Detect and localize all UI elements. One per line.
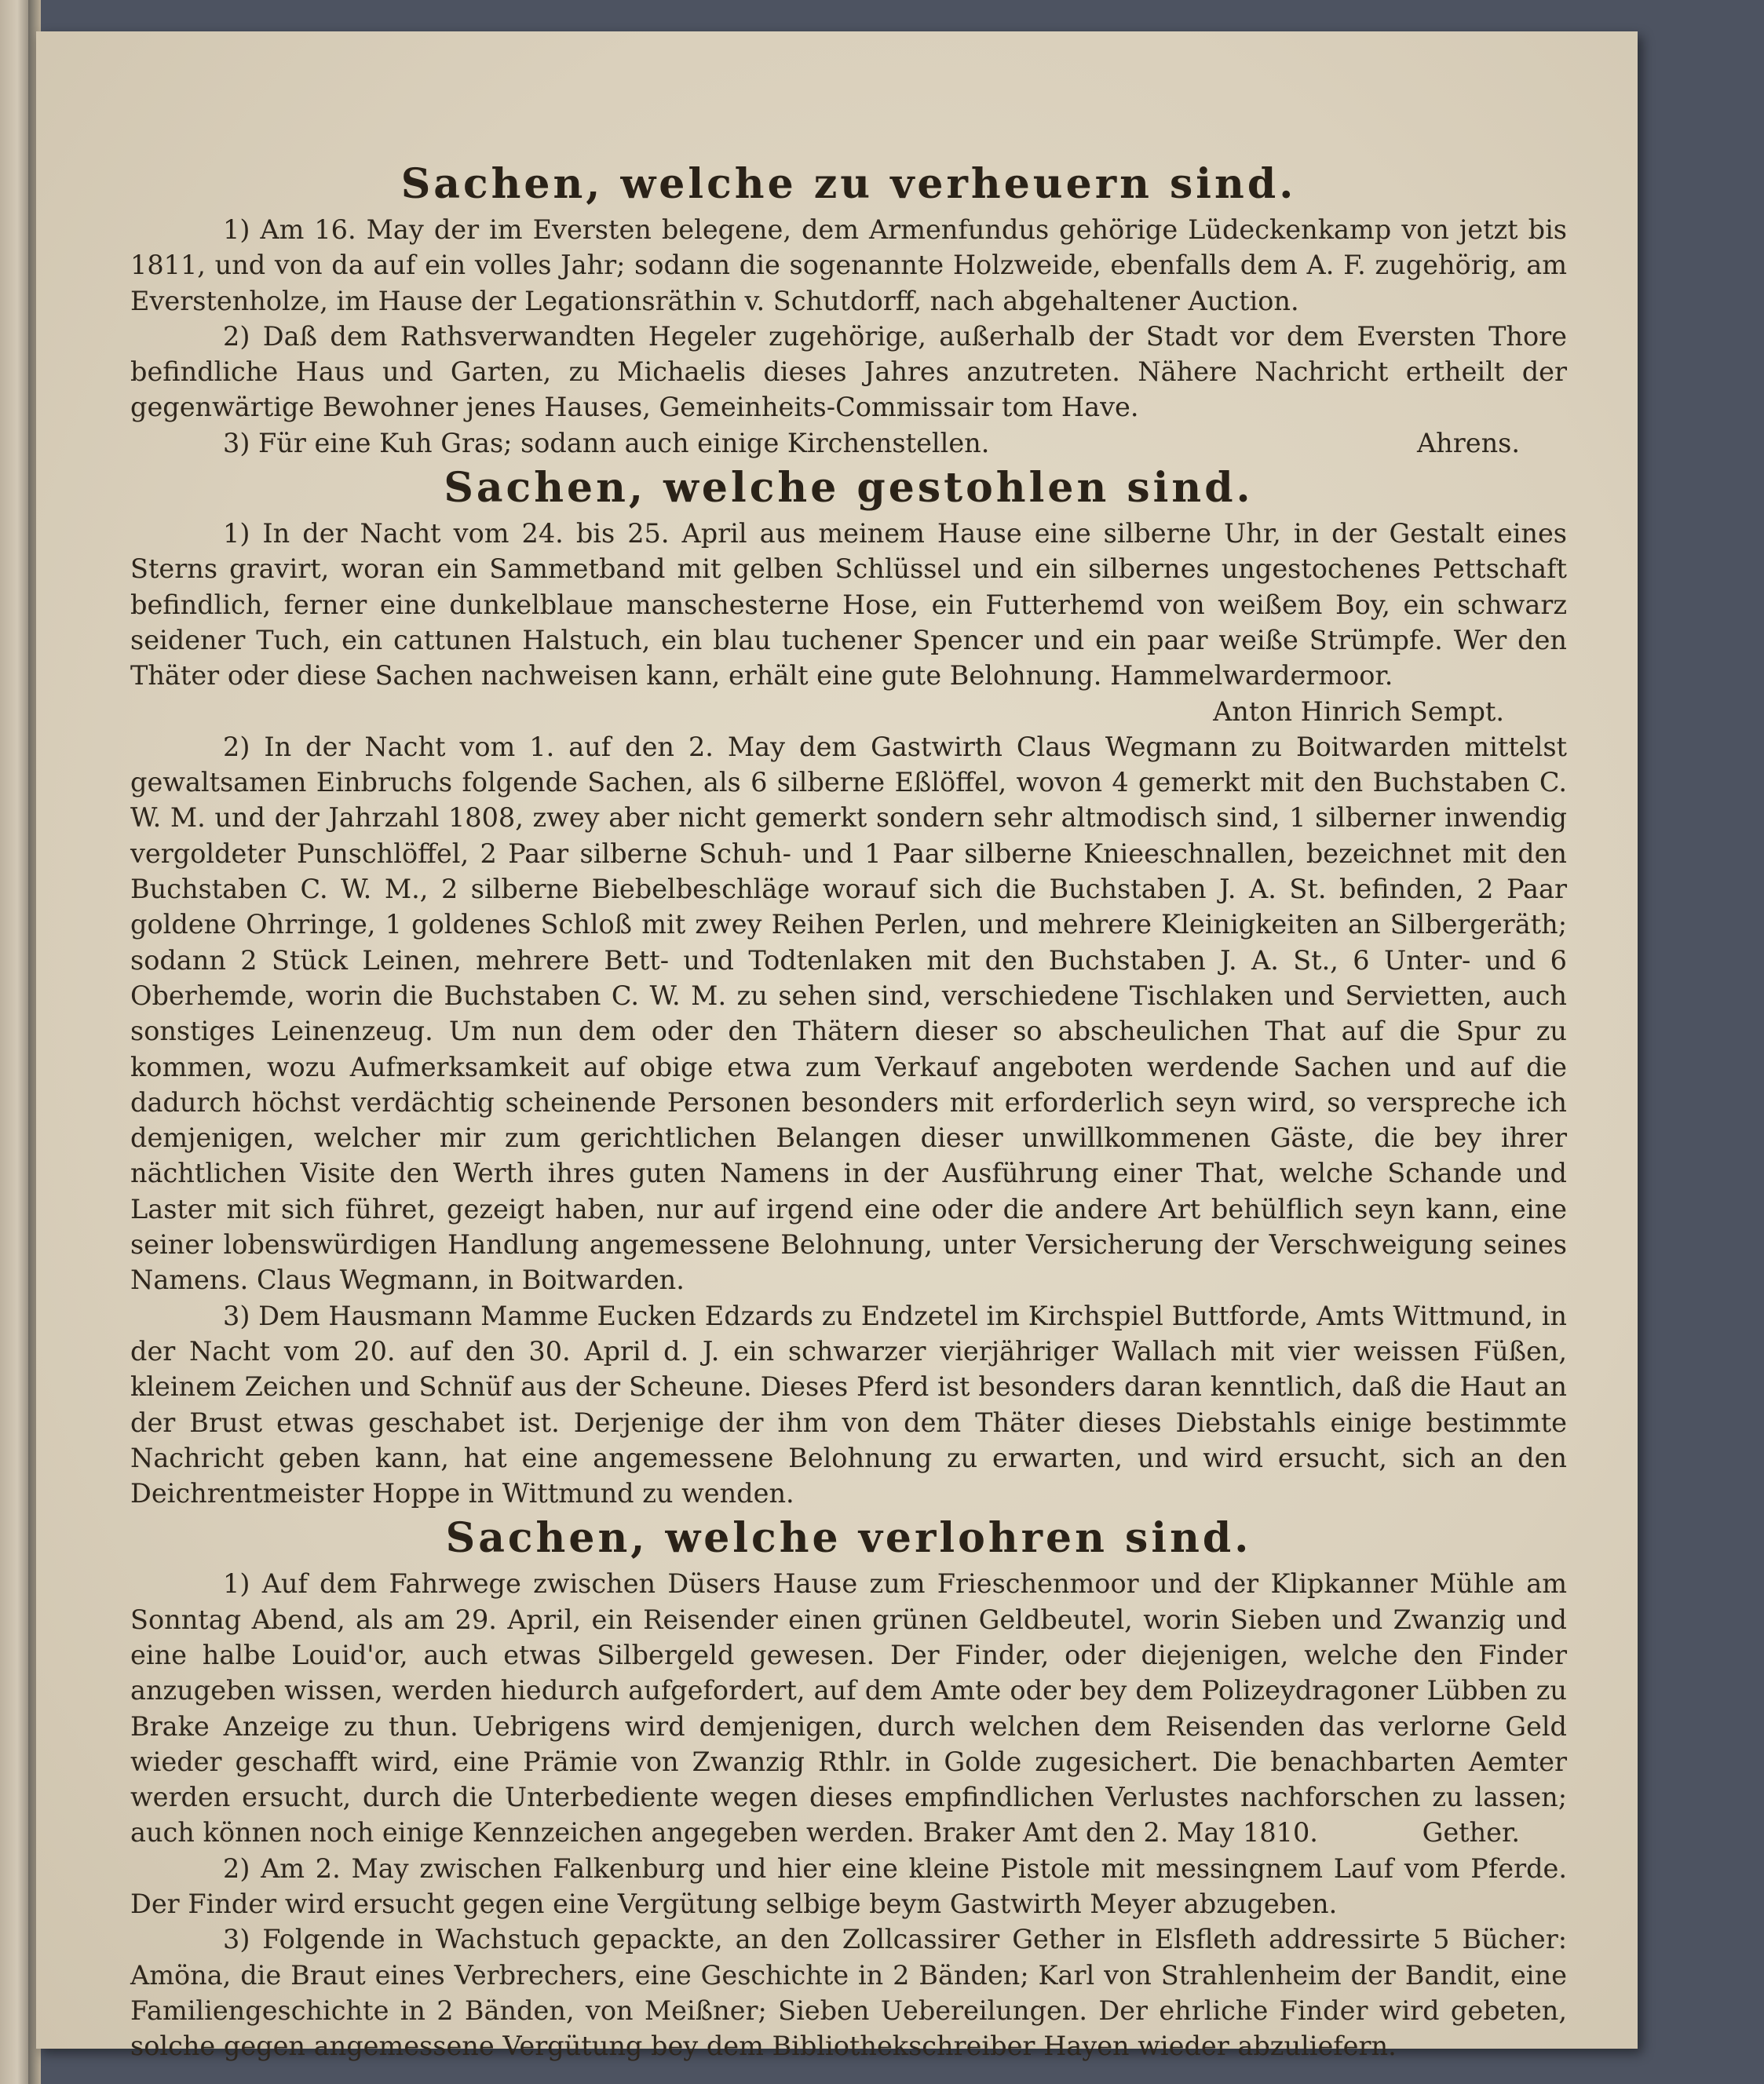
notice-stolen-1: 1) In der Nacht vom 24. bis 25. April aus meinem Hause eine silberne Uhr, in der Gestalt eines Sterns gravirt, woran ein Sammetband mit gelben Schlüssel und ein silbernes ungestochenes Pettschaft befindlich, ferner eine dunkelblaue manschesterne Hose, ein Futterhemd von weißem Boy, ein schwarz seidener Tuch, ein cattunen Halstuch, ein blau tuchener Spencer und ein paar weiße Strümpfe. Wer den Thäter oder diese Sachen nachweisen kann, erhält eine gute Belohnung. Hammelwardermoor. — [130, 518, 1567, 692]
notice-lost-1 — [130, 1566, 1567, 1850]
notice-stolen-2: 2) In der Nacht vom 1. auf den 2. May dem Gastwirth Claus Wegmann zu Boitwarden mittelst gewaltsamen Einbruchs folgende Sachen, als 6 silberne Eßlöffel, wovon 4 gemerkt mit den Buchstaben C. W. M. und der Jahrzahl 1808, zwey aber nicht gemerkt sondern sehr altmodisch sind, 1 silberner inwendig vergoldeter Punschlöffel, 2 Paar silberne Schuh- und 1 Paar silberne Knieeschnallen, bezeichnet mit den Buchstaben C. W. M., 2 silberne Biebelbeschläge worauf sich die Buchstaben J. A. St. befinden, 2 Paar goldene Ohrringe, 1 goldenes Schloß mit zwey Reihen Perlen, und mehrere Kleinigkeiten an Silbergeräth; sodann 2 Stück Leinen, mehrere Bett- und Todtenlaken mit den Buchstaben J. A. St., 6 Unter- und 6 Oberhemde, worin die Buchstaben C. W. M. zu sehen sind, verschiedene Tischlaken und Servietten, auch sonstiges Leinenzeug. Um nun dem oder den Thätern dieser so abscheulichen That auf die Spur zu kommen, wozu Aufmerksamkeit auf obige etwa zum Verkauf angeboten werdende Sachen und auf die dadurch höchst verdächtig scheinende Personen besonders mit erforderlich seyn wird, so verspreche ich demjenigen, welcher mir zum gerichtlichen Belangen dieser unwillkommenen Gäste, die bey ihrer nächtlichen Visite den Werth ihres guten Namens in der Ausführung einer That, welche Schande und Laster mit sich führet, gezeigt haben, nur auf irgend eine oder die andere Art behülflich seyn kann, eine seiner lobenswürdigen Handlung angemessene Belohnung, unter Versicherung der Verschweigung seines Namens. Claus Wegmann, in Boitwarden. — [130, 731, 1567, 1296]
signature-sempt: Anton Hinrich Sempt. — [1213, 695, 1504, 727]
notice-lost-1-text: 1) Auf dem Fahrwege zwischen Düsers Hause zum Frieschenmoor und der Klipkanner Mühle am Sonntag Abend, als am 29. April, ein Reisender einen grünen Geldbeutel, worin Sieben und Zwanzig und eine halbe Louid'or, auch etwas Silbergeld gewesen. Der Finder, oder diejenigen, welche den Finder anzugeben wissen, werden hiedurch aufgefordert, auf dem Amte oder bey dem Polizeydragoner Lübben zu Brake Anzeige zu thun. Uebrigens wird demjenigen, durch welchen dem Reisenden das verlorne Geld wieder geschafft wird, eine Prämie von Zwanzig Rthlr. in Golde zugesichert. Die benachbarten Aemter werden ersucht, durch die Unterbediente wegen dieses empfindlichen Verlustes nachforschen zu lassen; auch können noch einige Kennzeichen angegeben werden. Braker Amt den 2. May 1810. — [130, 1568, 1567, 1849]
section-title-rent: Sachen, welche zu verheuern sind. — [400, 160, 1297, 208]
signature-gether: Gether. — [1422, 1817, 1520, 1849]
notice-stolen-3: 3) Dem Hausmann Mamme Eucken Edzards zu Endzetel im Kirchspiel Buttforde, Amts Wittmund, in der Nacht vom 20. auf den 30. April d. J. ein schwarzer vierjähriger Wallach mit vier weissen Füßen, kleinem Zeichen und Schnüf aus der Scheune. Dieses Pferd ist besonders daran kenntlich, daß die Haut an der Brust etwas geschabet ist. Derjenige der ihm von dem Thäter dieses Diebstahls einige bestimmte Nachricht geben kann, hat eine angemessene Belohnung zu erwarten, und wird ersucht, sich an den Deichrentmeister Hoppe in Wittmund zu wenden. — [130, 1300, 1567, 1509]
notice-lost-2: 2) Am 2. May zwischen Falkenburg und hier eine kleine Pistole mit messingnem Lauf vom Pferde. Der Finder wird ersucht gegen eine Vergütung selbige beym Gastwirth Meyer abzugeben. — [130, 1852, 1567, 1920]
newspaper-page — [36, 31, 1638, 2062]
section-title-stolen: Sachen, welche gestohlen sind. — [444, 464, 1254, 513]
page-content — [130, 157, 1567, 2064]
notice-lost-3: 3) Folgende in Wachstuch gepackte, an den Zollcassirer Gether in Elsfleth addressirte 5 Bücher: Amöna, die Braut eines Verbrechers, eine Geschichte in 2 Bänden; Karl von Strahlenheim der Bandit, eine Familiengeschichte in 2 Bänden, von Meißner; Sieben Uebereilungen. Der ehrliche Finder wird gebeten, solche gegen angemessene Vergütung bey dem Bibliothekschreiber Hayen wieder abzuliefern. — [130, 1924, 1567, 2062]
section-title-lost: Sachen, welche verlohren sind. — [445, 1514, 1252, 1563]
notice-rent-1: 1) Am 16. May der im Eversten belegene, dem Armenfundus gehörige Lüdeckenkamp von jetzt bis 1811, und von da auf ein volles Jahr; sodann die sogenannte Holzweide, ebenfalls dem A. F. zugehörig, am Everstenholze, im Hause der Legationsräthin v. Schutdorff, nach abgehaltener Auction. — [130, 214, 1567, 316]
notice-rent-3-text: 3) Für eine Kuh Gras; sodann auch einige Kirchenstellen. — [223, 427, 990, 458]
notice-rent-2: 2) Daß dem Rathsverwandten Hegeler zugehörige, außerhalb der Stadt vor dem Eversten Thore befindliche Haus und Garten, zu Michaelis dieses Jahres anzutreten. Nähere Nachricht ertheilt der gegenwärtige Bewohner jenes Hauses, Gemeinheits-Commissair tom Have. — [130, 320, 1567, 423]
notice-rent-3 — [130, 425, 1567, 461]
signature-ahrens: Ahrens. — [1416, 427, 1520, 458]
left-page-edge — [0, 0, 31, 2084]
